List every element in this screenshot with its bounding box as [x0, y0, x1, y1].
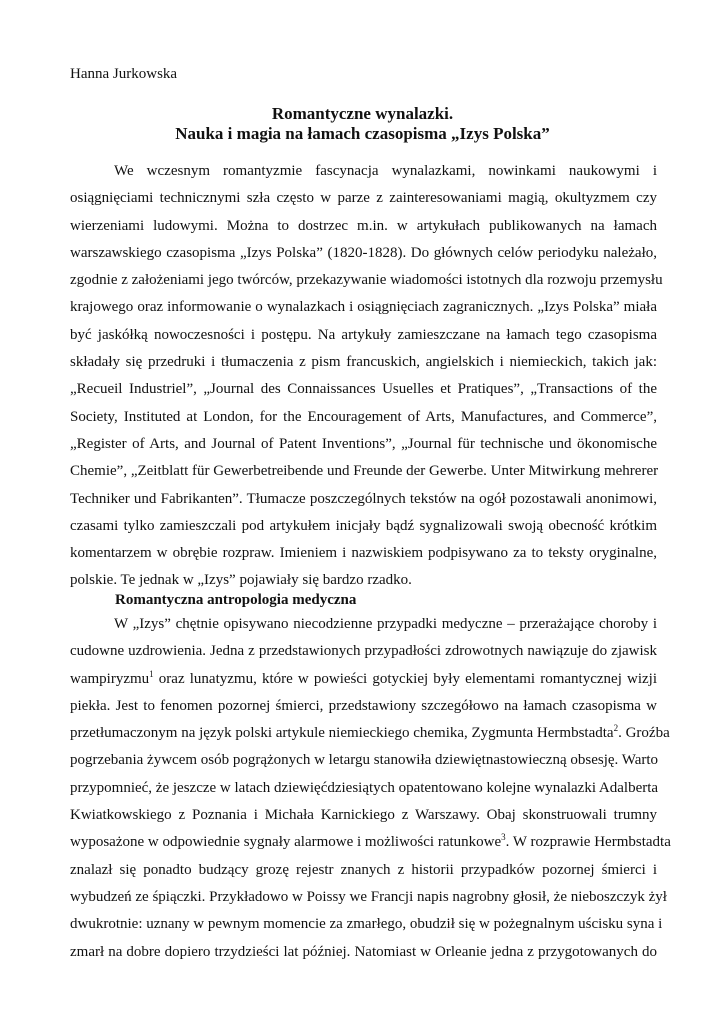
text-line: czasami tylko zamieszczali pod artykułem inicjały bądź sygnalizowali swoją obecność krótkim: [70, 517, 657, 534]
paragraph-1: [70, 158, 663, 595]
text-line: składały się przedruki i tłumaczenia z pism francuskich, angielskich i niemieckich, takich jak:: [70, 354, 657, 371]
text-line: dwukrotnie: uznany w pewnym momencie za zmarłego, obudził się w pożegnalnym uścisku syna i: [70, 916, 663, 933]
text-segment: wampiryzmu: [70, 670, 150, 687]
text-segment: . Groźba: [618, 725, 670, 742]
text-line: krajowego oraz informowanie o wynalazkach i osiągnięciach zagranicznych. „Izys Polska” miała: [70, 299, 657, 316]
text-line: Chemie”, „Zeitblatt für Gewerbetreibende und Freunde der Gewerbe. Unter Mitwirkung mehrerer: [70, 463, 659, 480]
text-line: przypomnieć, że jeszcze w latach dziewięćdziesiątych opatentowano kolejne wynalazki Adalberta: [70, 779, 659, 796]
text-line: We wczesnym romantyzmie fascynacja wynalazkami, nowinkami naukowymi i: [114, 163, 657, 179]
paragraph-2: [70, 611, 671, 966]
text-line: Society, Instituted at London, for the Encouragement of Arts, Manufactures, and Commerce”,: [70, 408, 657, 425]
footnote-ref-1[interactable]: 1: [149, 668, 154, 679]
text-line: warszawskiego czasopisma „Izys Polska” (1820-1828). Do głównych celów periodyku należało,: [70, 244, 657, 261]
text-line: piekła. Jest to fenomen pozornej śmierci, przedstawiony szczegółowo na łamach czasopisma w: [70, 697, 657, 714]
text-line-with-footnote: [70, 666, 657, 693]
text-line-with-footnote: [70, 720, 670, 747]
title-line-2: Nauka i magia na łamach czasopisma „Izys Polska”: [175, 124, 550, 143]
footnote-ref-3[interactable]: 3: [501, 832, 506, 843]
text-line: „Recueil Industriel”, „Journal des Connaissances Usuelles et Pratiques”, „Transactions of the: [70, 381, 657, 398]
text-line: „Register of Arts, and Journal of Patent Inventions”, „Journal für technische und ökonomische: [70, 435, 657, 452]
text-line: cudowne uzdrowienia. Jedna z przedstawionych przypadłości zdrowotnych nawiązuje do zjawisk: [70, 643, 657, 660]
section-heading: Romantyczna antropologia medyczna: [115, 592, 357, 608]
text-line: wierzeniami ludowymi. Można to dostrzec m.in. w artykułach publikowanych na łamach: [70, 217, 657, 234]
text-line: być jaskółką nowoczesności i postępu. Na artykuły zamieszczane na łamach tego czasopisma: [70, 326, 657, 343]
text-line: wybudzeń ze śpiączki. Przykładowo w Poissy we Francji napis nagrobny głosił, że nieboszczyk żył: [70, 888, 667, 905]
text-line: pogrzebania żywcem osób pogrążonych w letargu stanowiła dziewiętnastowieczną obsesję. Warto: [70, 752, 659, 769]
text-line: osiągnięciami technicznymi szła często w parze z zainteresowaniami magią, okultyzmem czy: [70, 190, 657, 207]
text-line: Techniker und Fabrikanten”. Tłumacze poszczególnych tekstów na ogół pozostawali anonimowi,: [70, 490, 657, 507]
author-name: Hanna Jurkowska: [70, 66, 178, 82]
text-line: znalazł się ponadto budzący grozę rejestr znanych z historii przypadków pozornej śmierci i: [70, 861, 657, 878]
text-segment: oraz lunatyzmu, które w powieści gotyckiej były elementami romantycznej wizji: [153, 670, 657, 687]
text-line: zgodnie z założeniami jego twórców, przekazywanie wiadomości istotnych dla rozwoju przemysłu: [70, 272, 663, 289]
text-line: Kwiatkowskiego z Poznania i Michała Karnickiego z Warszawy. Obaj skonstruowali trumny: [70, 807, 657, 824]
title-line-1: Romantyczne wynalazki.: [271, 104, 454, 123]
text-line-with-footnote: [70, 829, 671, 856]
text-line: komentarzem w obrębie rozpraw. Imieniem i nazwiskiem podpisywano za to teksty oryginalne,: [70, 545, 657, 562]
footnote-ref-2[interactable]: 2: [613, 723, 619, 734]
text-line: zmarł na dobre dopiero trzydzieści lat później. Natomiast w Orleanie jedna z przygotowanych do: [70, 943, 657, 960]
text-segment: wyposażone w odpowiednie sygnały alarmowe i możliwości ratunkowe: [70, 834, 502, 851]
text-segment: przetłumaczonym na język polski artykule niemieckiego chemika, Zygmunta Hermbstadta: [70, 725, 614, 742]
text-line: W „Izys” chętnie opisywano niecodzienne przypadki medyczne – przerażające choroby i: [114, 616, 657, 632]
text-segment: . W rozprawie Hermbstadta: [505, 834, 671, 851]
text-line: polskie. Te jednak w „Izys” pojawiały się bardzo rzadko.: [70, 572, 412, 589]
